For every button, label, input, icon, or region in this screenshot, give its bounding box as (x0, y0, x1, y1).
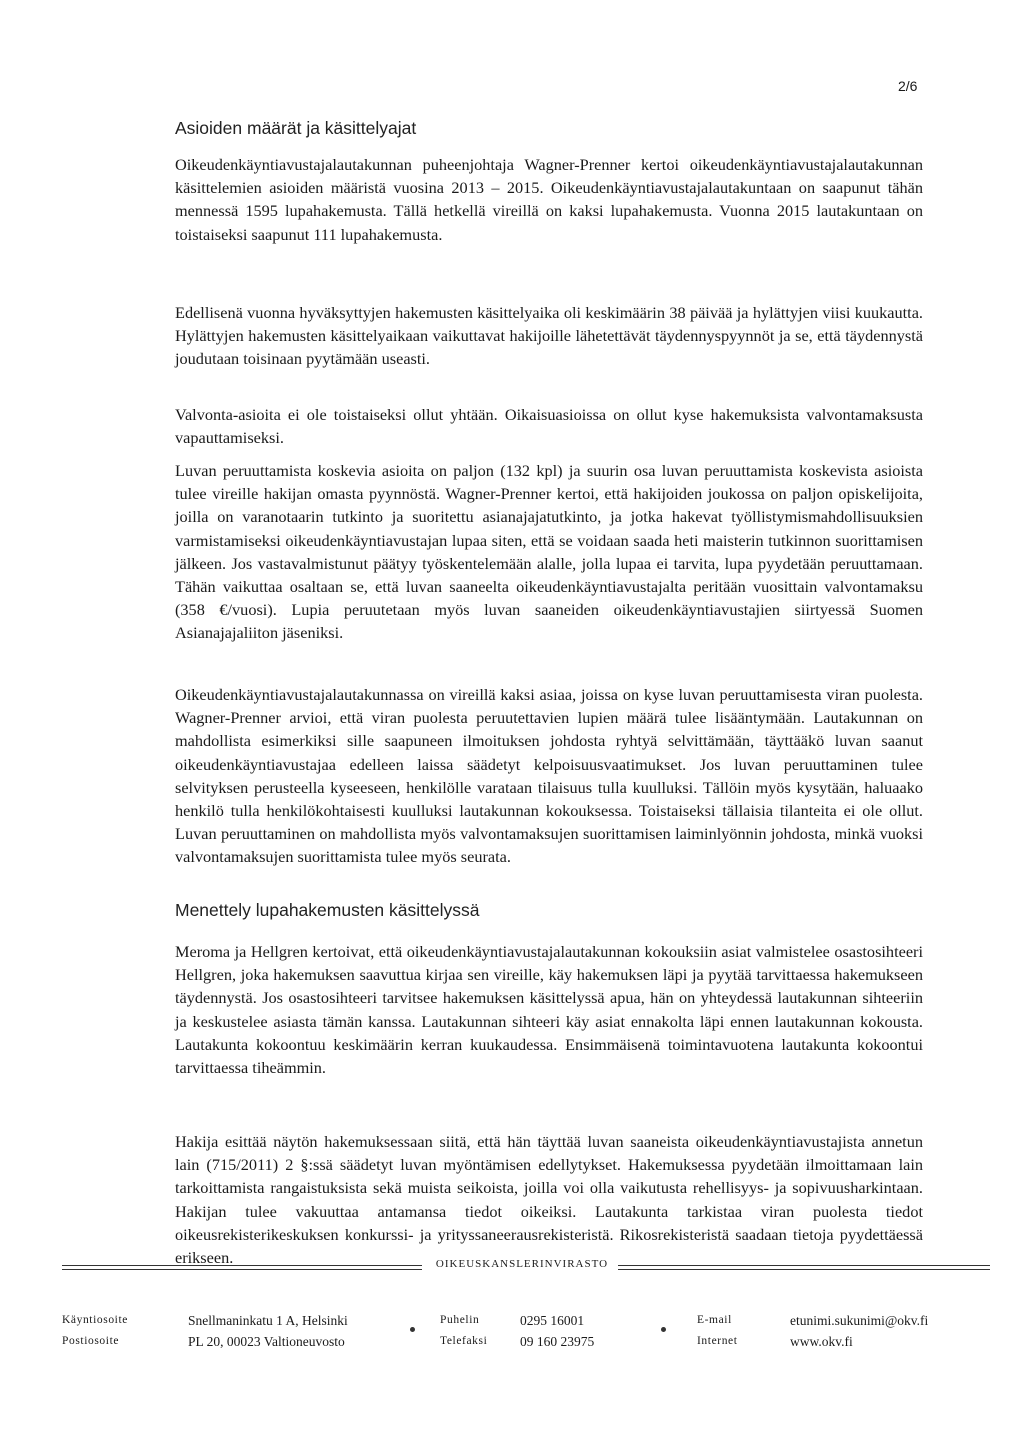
email-address: etunimi.sukunimi@okv.fi (790, 1313, 929, 1328)
email-label: E-mail (697, 1314, 732, 1326)
divider (618, 1269, 990, 1270)
postal-address-label: Postiosoite (62, 1335, 120, 1347)
separator-dot-icon (661, 1327, 666, 1332)
footer-contact (0, 1310, 1024, 1360)
phone-number: 0295 16001 (520, 1313, 585, 1328)
organization-name: OIKEUSKANSLERINVIRASTO (435, 1258, 609, 1270)
paragraph: Oikeudenkäyntiavustajalautakunnassa on vireillä kaksi asiaa, joissa on kyse luvan peruuttamisesta viran puolesta. Wagner-Prenner arvioi, että viran puolesta peruutettavien lupien määrä tulee lisääntymään. Lautakunnan on mahdollista esimerkiksi sille saapuneen ilmoituksen johdosta ryhtyä selvittämään, täyttääkö luvan saanut oikeudenkäyntiavustajaa edelleen laissa säädetyt kelpoisuusvaatimukset. Jos luvan peruuttaminen tulee selvityksen perusteella kyseeseen, henkilölle varataan tilaisuus tulla kuulluksi. Tällöin myös kysytään, haluaako henkilö tulla henkilökohtaisesti kuulluksi lautakunnan kokouksessa. Toistaiseksi tällaisia tilanteita ei ole ollut. Luvan peruuttaminen on mahdollista myös valvontamaksujen suorittamisen laiminlyönnin johdosta, minkä vuoksi valvontamaksujen suorittamista tulee myös seurata. (175, 685, 923, 867)
divider (62, 1269, 422, 1270)
phone-label: Puhelin (440, 1314, 480, 1326)
fax-label: Telefaksi (440, 1335, 488, 1347)
fax-number: 09 160 23975 (520, 1334, 595, 1349)
website: www.okv.fi (790, 1334, 853, 1349)
paragraph: Hakija esittää näytön hakemuksessaan siitä, että hän täyttää luvan saaneista oikeudenkäyntiavustajista annetun lain (715/2011) 2 §:ssä säädetyt luvan myöntämisen edellytykset. Hakemuksessa pyydetään ilmoittamaan lain tarkoittamista rangaistuksista sekä muista seikoista, joilla voi olla vaikutusta rehellisyys- ja sopivuusharkintaan. Hakijan tulee vakuuttaa antamansa tiedot oikeiksi. Lautakunta tarkistaa viran puolesta tiedot oikeusrekisterikeskuksen konkurssi- ja yrityssaneerausrekisteristä. Rikosrekisteristä saadaan tietoja pyydettäessä erikseen. (175, 1132, 923, 1268)
paragraph: Luvan peruuttamista koskevia asioita on paljon (132 kpl) ja suurin osa luvan peruuttamista koskevista asioista tulee vireille hakijan omasta pyynnöstä. Wagner-Prenner kertoi, että hakijoiden joukossa on paljon opiskelijoita, joilla on varanotaarin tutkinto ja suoritettu asianajajatutkinto, ja jotka hakevat työllistymismahdollisuuksien varmistamiseksi oikeudenkäyntiavustajan lupaa siten, että se voidaan saada heti maisterin tutkinnon suorittamisen jälkeen. Jos vastavalmistunut päätyy työskentelemään alalle, jolla lupaa ei tarvita, lupa pyydetään peruuttamaan. Tähän vaikuttaa osaltaan se, että luvan saaneelta oikeudenkäyntiavustajalta peritään vuosittain valvontamaksu (358 €/vuosi). Lupia peruutetaan myös luvan saaneiden oikeudenkäyntiavustajien siirtyessä Suomen Asianajajaliiton jäseniksi. (175, 461, 923, 643)
separator-dot-icon (410, 1327, 415, 1332)
paragraph: Valvonta-asioita ei ole toistaiseksi ollut yhtään. Oikaisuasioissa on ollut kyse hakemuksista valvontamaksusta vapauttamiseksi. (175, 405, 923, 448)
paragraph: Meroma ja Hellgren kertoivat, että oikeudenkäyntiavustajalautakunnan kokouksiin asiat valmistelee osastosihteeri Hellgren, joka hakemuksen saavuttua kirjaa sen vireille, käy hakemuksen läpi ja pyytää tarvittaessa hakemukseen täydennystä. Jos osastosihteeri tarvitsee hakemuksen käsittelyssä apua, hän on yhteydessä lautakunnan sihteeriin ja keskustelee asiasta tämän kanssa. Lautakunnan sihteeri käy asiat ennakolta läpi ennen lautakunnan kokousta. Lautakunta kokoontuu keskimäärin kerran kuukaudessa. Ensimmäisenä toimintavuotena lautakunta kokoontui tarvittaessa tiheämmin. (175, 942, 923, 1078)
divider (62, 1265, 422, 1266)
divider (618, 1265, 990, 1266)
paragraph: Edellisenä vuonna hyväksyttyjen hakemusten käsittelyaika oli keskimäärin 38 päivää ja hylättyjen viisi kuukautta. Hylättyjen hakemusten käsittelyaikaan vaikuttavat hakijoille lähetettävät täydennyspyynnöt ja se, että täydennystä joudutaan toisinaan pyytämään useasti. (175, 303, 923, 369)
visiting-address-label: Käyntiosoite (62, 1314, 128, 1326)
postal-address: PL 20, 00023 Valtioneuvosto (188, 1334, 345, 1349)
internet-label: Internet (697, 1335, 738, 1347)
paragraph: Oikeudenkäyntiavustajalautakunnan puheenjohtaja Wagner-Prenner kertoi oikeudenkäyntiavustajalautakunnan käsittelemien asioiden määristä vuosina 2013 – 2015. Oikeudenkäyntiavustajalautakuntaan on saapunut tähän mennessä 1595 lupahakemusta. Tällä hetkellä vireillä on kaksi lupahakemusta. Vuonna 2015 lautakuntaan on toistaiseksi saapunut 111 lupahakemusta. (175, 155, 923, 244)
section-heading-procedure: Menettely lupahakemusten käsittelyssä (175, 900, 480, 920)
visiting-address: Snellmaninkatu 1 A, Helsinki (188, 1313, 348, 1328)
footer-rule (62, 1255, 990, 1279)
section-heading-case-volumes: Asioiden määrät ja käsittelyajat (175, 118, 417, 138)
page-number: 2/6 (898, 78, 918, 94)
